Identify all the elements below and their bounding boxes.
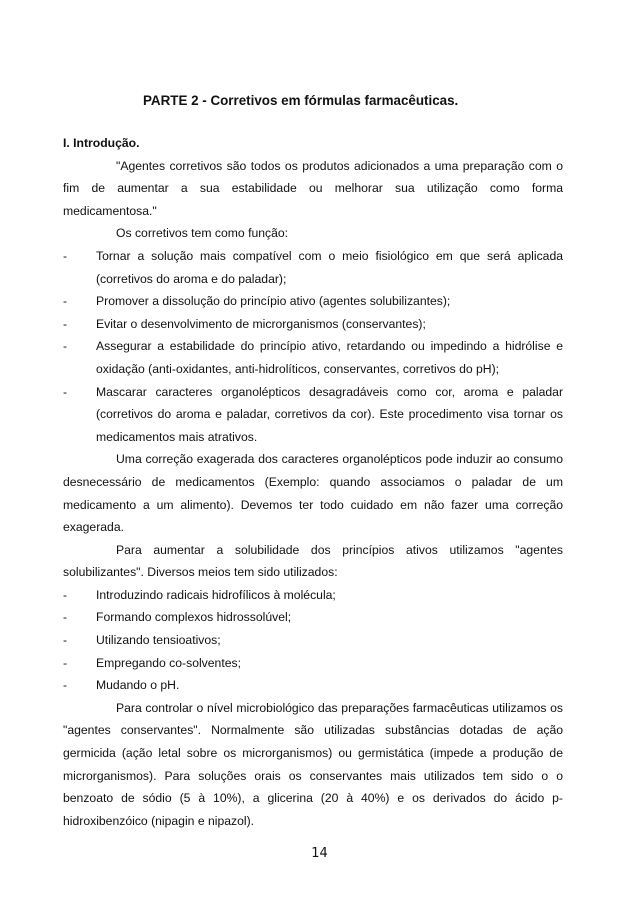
- list-item-text: Evitar o desenvolvimento de microrganismos (conservantes);: [96, 316, 426, 331]
- bullet-dash: -: [63, 633, 68, 648]
- list-item: [63, 313, 563, 336]
- list-item: [63, 290, 563, 313]
- page-content: [63, 90, 563, 832]
- paragraph-correction: Uma correção exagerada dos caracteres organolépticos pode induzir ao consumo desnecessário de medicamentos (Exemplo: quando associamos o paladar de um medicamento a um alimento). Devemos ter todo cuidado em não fazer uma correção exagerada.: [63, 452, 563, 535]
- list-item: [63, 652, 563, 675]
- page-number: 14: [311, 846, 328, 861]
- list-item: [63, 381, 563, 449]
- functions-list: [63, 245, 563, 448]
- bullet-dash: -: [63, 316, 68, 331]
- paragraph-conservants: Para controlar o nível microbiológico das preparações farmacêuticas utilizamos os "agentes conservantes". Normalmente são utilizadas substâncias dotadas de ação germicida (ação letal sobre os microrganismos) ou germistática (impede a produção de microrganismos). Para soluções orais os conservantes mais utilizados tem sido o o benzoato de sódio (5 à 10%), a glicerina (20 à 40%) e os derivados do ácido p-hidroxibenzóico (nipagin e nipazol).: [63, 700, 563, 828]
- list-item-text: Mudando o pH.: [96, 678, 180, 693]
- list-item: [63, 584, 563, 607]
- list-item: [63, 674, 563, 697]
- section-heading: I. Introdução.: [63, 136, 140, 150]
- list-item-text: Introduzindo radicais hidrofílicos à molécula;: [96, 587, 336, 602]
- list-item-text: Formando complexos hidrossolúvel;: [96, 610, 292, 625]
- list-item: [63, 629, 563, 652]
- list-item: [63, 245, 563, 290]
- bullet-dash: -: [63, 610, 68, 625]
- list-item-text: Empregando co-solventes;: [96, 655, 241, 670]
- list-item: [63, 335, 563, 380]
- list-item-text: Promover a dissolução do princípio ativo (agentes solubilizantes);: [96, 294, 451, 309]
- bullet-dash: -: [63, 384, 68, 399]
- bullet-dash: -: [63, 655, 68, 670]
- paragraph-functions-intro: Os corretivos tem como função:: [116, 226, 289, 241]
- bullet-dash: -: [63, 587, 68, 602]
- paragraph-definition: "Agentes corretivos são todos os produtos adicionados a uma preparação com o fim de aumentar a sua estabilidade ou melhorar sua utilização como forma medicamentosa.": [63, 158, 563, 218]
- page-title: PARTE 2 - Corretivos em fórmulas farmacêuticas.: [143, 93, 459, 108]
- paragraph-solubility: Para aumentar a solubilidade dos princípios ativos utilizamos "agentes solubilizantes". Diversos meios tem sido utilizados:: [63, 542, 563, 580]
- bullet-dash: -: [63, 248, 68, 263]
- list-item-text: Assegurar a estabilidade do princípio ativo, retardando ou impedindo a hidrólise e oxidação (anti-oxidantes, anti-hidrolíticos, conservantes, corretivos do pH);: [96, 339, 563, 376]
- bullet-dash: -: [63, 294, 68, 309]
- bullet-dash: -: [63, 339, 68, 354]
- list-item-text: Tornar a solução mais compatível com o meio fisiológico em que será aplicada (corretivos do aroma e do paladar);: [96, 248, 563, 286]
- solubility-list: [63, 584, 563, 697]
- list-item-text: Utilizando tensioativos;: [96, 633, 221, 648]
- list-item: [63, 606, 563, 629]
- bullet-dash: -: [63, 678, 68, 693]
- list-item-text: Mascarar caracteres organolépticos desagradáveis como cor, aroma e paladar (corretivos do aroma e paladar, corretivos da cor). Este procedimento visa tornar os medicamentos mais atrativos.: [96, 384, 563, 444]
